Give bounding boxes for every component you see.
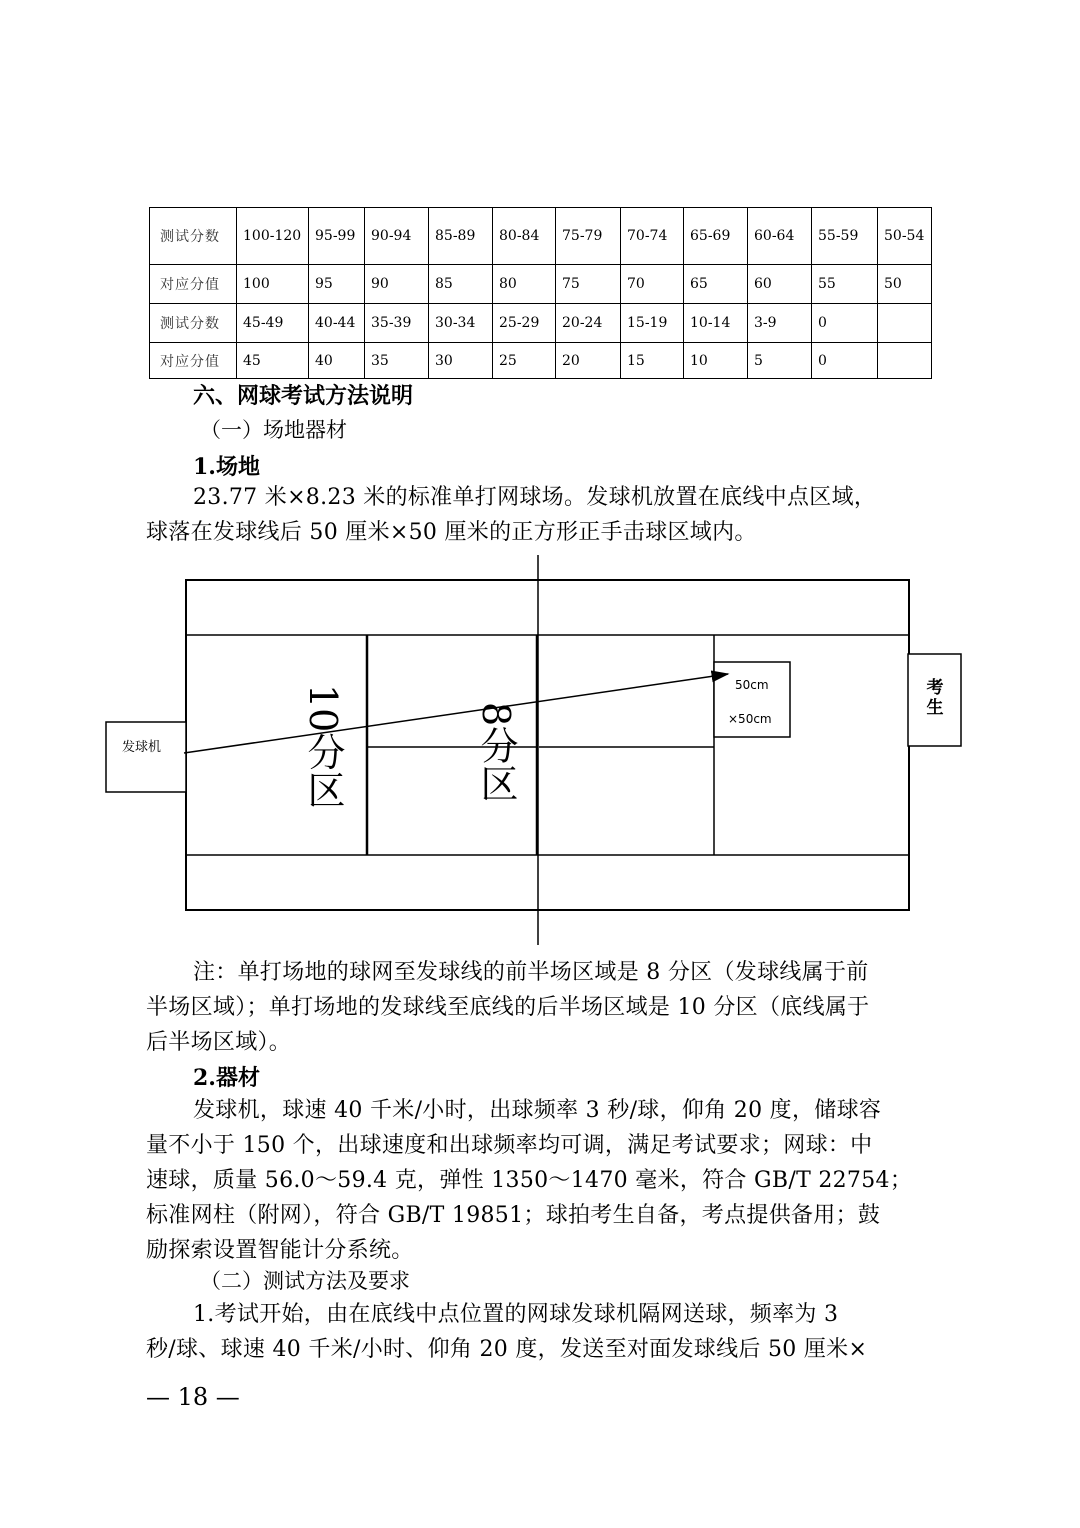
page-number: — 18 — [146,1383,240,1411]
table-cell: 90-94 [365,208,429,265]
table-cell: 95 [309,265,365,304]
table-cell: 10 [684,343,748,379]
court-lines [100,550,980,950]
zone-10-label: 10分区 [301,684,345,809]
table-cell: 85 [429,265,493,304]
machine-label: 发球机 [122,740,162,755]
table-cell: 55 [812,265,878,304]
note-line-1: 注：单打场地的球网至发球线的前半场区域是 8 分区（发球线属于前 [193,960,869,985]
table-cell: 40 [309,343,365,379]
court-diagram [100,550,980,950]
table-cell: 100-120 [237,208,309,265]
table-cell [878,343,932,379]
court-outline [186,580,909,910]
machine-box [106,722,186,792]
table-cell: 80-84 [493,208,556,265]
subsection-title-2: （二）测试方法及要求 [200,1269,410,1293]
table-cell: 25 [493,343,556,379]
table-cell: 25-29 [493,304,556,343]
item-title-2: 2.器材 [193,1065,260,1091]
item2-line-3: 速球，质量 56.0～59.4 克，弹性 1350～1470 毫米，符合 GB/T 22754； [146,1168,913,1193]
table-cell: 45-49 [237,304,309,343]
item2-line-4: 标准网柱（附网），符合 GB/T 19851；球拍考生自备，考点提供备用；鼓 [146,1203,881,1228]
table-cell: 40-44 [309,304,365,343]
score-table [149,207,932,379]
zone-8-label: 8分区 [474,702,518,803]
table-cell: 20 [556,343,621,379]
note-line-3: 后半场区域）。 [146,1030,292,1055]
row-header-cell: 测试分数 [150,208,237,265]
table-cell: 55-59 [812,208,878,265]
table-cell: 95-99 [309,208,365,265]
method-paragraph [146,1297,946,1367]
item2-line-5: 励探索设置智能计分系统。 [146,1238,414,1263]
row-header-cell: 对应分值 [150,265,237,304]
table-row [150,265,932,304]
table-cell: 75 [556,265,621,304]
target-label-line2: ×50cm [728,712,772,726]
item2-line-1: 发球机，球速 40 千米/小时，出球频率 3 秒/球，仰角 20 度，储球容 [193,1098,882,1123]
subsection-title-1: （一）场地器材 [200,418,347,442]
table-cell: 60 [748,265,812,304]
table-row [150,343,932,379]
table-cell: 45 [237,343,309,379]
table-row [150,208,932,265]
item2-line-2: 量不小于 150 个，出球速度和出球频率均可调，满足考试要求；网球：中 [146,1133,873,1158]
method-line-1: 1.考试开始，由在底线中点位置的网球发球机隔网送球，频率为 3 [193,1302,839,1327]
table-cell: 70 [621,265,684,304]
table-cell: 0 [812,343,878,379]
table-cell [878,304,932,343]
table-cell: 0 [812,304,878,343]
item1-line-2: 球落在发球线后 50 厘米×50 厘米的正方形正手击球区域内。 [146,520,757,545]
table-cell: 10-14 [684,304,748,343]
table-cell: 80 [493,265,556,304]
table-cell: 85-89 [429,208,493,265]
ball-trajectory-arrow [184,674,728,753]
row-header-cell: 测试分数 [150,304,237,343]
table-cell: 15 [621,343,684,379]
table-cell: 60-64 [748,208,812,265]
table-cell: 65 [684,265,748,304]
table-cell: 35 [365,343,429,379]
item1-paragraph [146,480,946,550]
item2-paragraph [146,1093,946,1268]
note-paragraph [146,955,946,1060]
table-cell: 75-79 [556,208,621,265]
table-cell: 65-69 [684,208,748,265]
table-cell: 100 [237,265,309,304]
table-cell: 50-54 [878,208,932,265]
section-title: 六、网球考试方法说明 [193,383,414,409]
table-row [150,304,932,343]
item1-line-1: 23.77 米×8.23 米的标准单打网球场。发球机放置在底线中点区域， [193,485,877,510]
table-cell: 90 [365,265,429,304]
table-cell: 30 [429,343,493,379]
table-cell: 30-34 [429,304,493,343]
item-title-1: 1.场地 [193,454,260,480]
target-label-line1: 50cm [735,678,769,692]
table-cell: 50 [878,265,932,304]
table-cell: 5 [748,343,812,379]
note-line-2: 半场区域）；单打场地的发球线至底线的后半场区域是 10 分区（底线属于 [146,995,870,1020]
table-cell: 3-9 [748,304,812,343]
method-line-2: 秒/球、球速 40 千米/小时、仰角 20 度，发送至对面发球线后 50 厘米× [146,1337,868,1362]
table-cell: 20-24 [556,304,621,343]
table-cell: 70-74 [621,208,684,265]
student-label: 考生 [926,678,944,718]
table-cell: 35-39 [365,304,429,343]
table-cell: 15-19 [621,304,684,343]
row-header-cell: 对应分值 [150,343,237,379]
